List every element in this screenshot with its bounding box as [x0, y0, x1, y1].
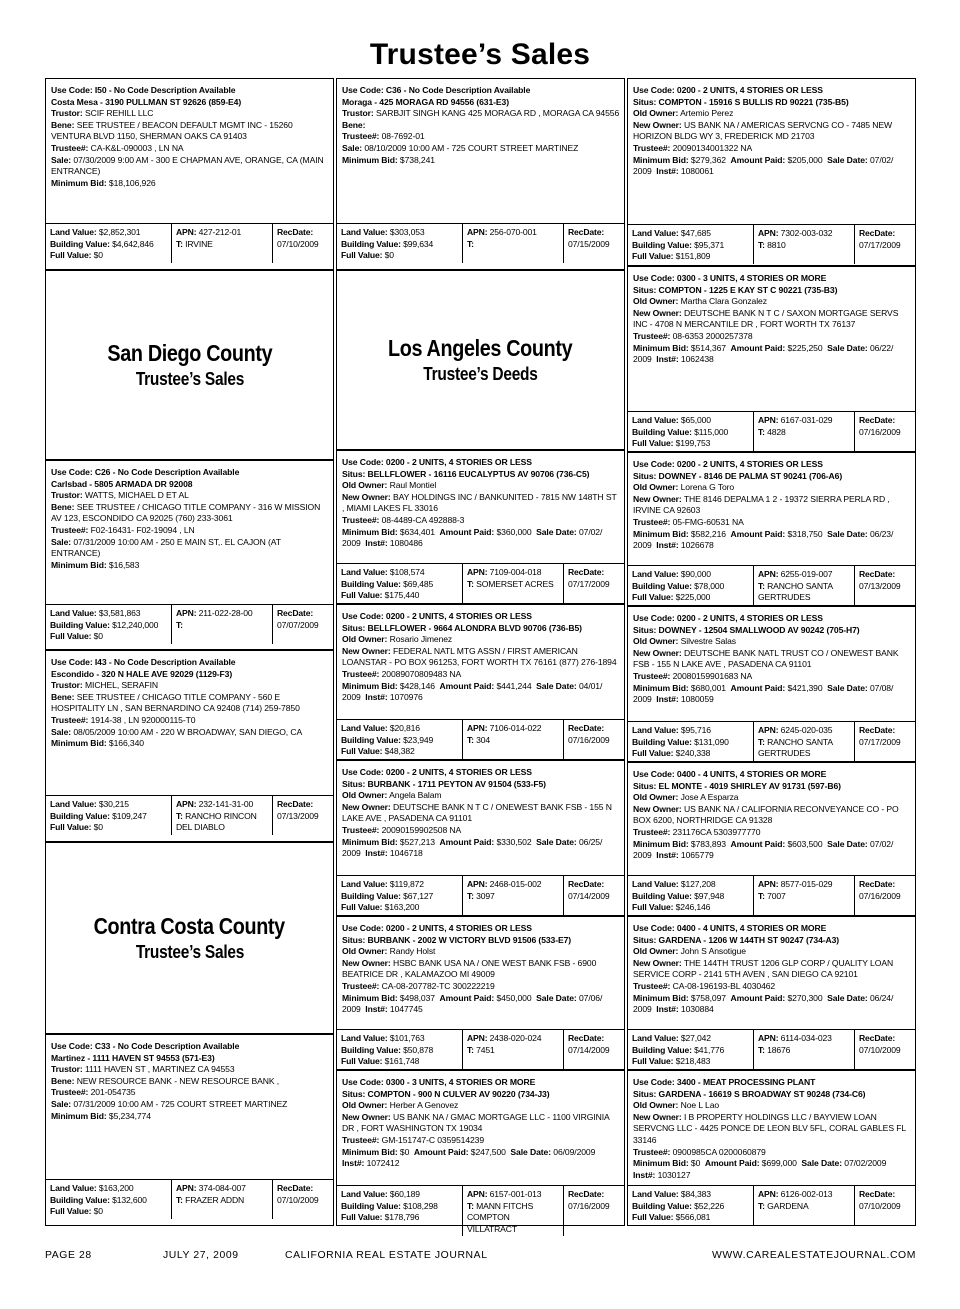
footer-page-number: PAGE 28 [45, 1250, 92, 1261]
sale-record: Use Code: C33 - No Code Description Available Martinez - 1111 HAVEN ST 94553 (571-E3) Trustor: 1111 HAVEN ST , MARTINEZ CA 94553 Bene: NEW RESOURCE BANK - NEW RESOURCE BANK , Trustee#: 201-054735 Sale: 07/31/2009 10:00 AM - 725 COURT STREET MARTINEZ Minimum Bid: $5,234,774 Land Value: $163,200 Building Value: $132,600 Full Value: $0 APN: 374-084-007 T: FRAZER ADDN RecDate: 07/10/2009 [45, 1034, 334, 1226]
record-values: Land Value: $3,581,863 Building Value: $12,240,000 Full Value: $0 APN: 211-022-28-00 T: RecDate: 07/07/2009 [46, 604, 333, 644]
record-values: Land Value: $90,000 Building Value: $78,000 Full Value: $225,000 APN: 6255-019-007 T: RANCHO SANTA GERTRUDES RecDate: 07/13/2009 [628, 565, 915, 605]
county-banner-los-angeles: Los Angeles County Trustee’s Deeds [336, 270, 625, 450]
record-values: Land Value: $119,872 Building Value: $67,127 Full Value: $163,200 APN: 2468-015-002 T: 3097 RecDate: 07/14/2009 [337, 875, 624, 915]
record-values: Land Value: $84,383 Building Value: $52,226 Full Value: $566,081 APN: 6126-002-013 T: GARDENA RecDate: 07/10/2009 [628, 1185, 915, 1225]
deed-record: Use Code: 0200 - 2 UNITS, 4 STORIES OR LESS Situs: DOWNEY - 8146 DE PALMA ST 90241 (706-A6) Old Owner: Lorena G Toro New Owner: THE 8146 DEPALMA 1 2 - 19372 SIERRA PERLA RD , IRVINE CA 92603 Trustee#: 05-FMG-60531 NA Minimum Bid: $582,216 Amount Paid: $318,750 Sale Date: 06/23/ 2009 Inst#: 1026678 Land Value: $90,000 Building Value: $78,000 Full Value: $225,000 APN: 6255-019-007 T: RANCHO SANTA GERTRUDES RecDate: 07/13/2009 [627, 452, 916, 606]
sale-record: Use Code: C36 - No Code Description Available Moraga - 425 MORAGA RD 94556 (631-E3) Trustor: SARBJIT SINGH KANG 425 MORAGA RD , MORAGA CA 94556 Bene: Trustee#: 08-7692-01 Sale: 08/10/2009 10:00 AM - 725 COURT STREET MARTINEZ Minimum Bid: $738,241 Land Value: $303,053 Building Value: $99,634 Full Value: $0 APN: 256-070-001 T: RecDate: 07/15/2009 [336, 78, 625, 270]
sale-record: Use Code: C26 - No Code Description Available Carlsbad - 5805 ARMADA DR 92008 Trustor: WATTS, MICHAEL D ET AL Bene: SEE TRUSTEE / CHICAGO TITLE COMPANY - 316 W MISSION AV 123, ESCONDIDO CA 92025 (760) 233-3061 Trustee#: F02-16431- F02-19094 , LN Sale: 07/31/2009 10:00 AM - 250 E MAIN ST,. EL CAJON (AT ENTRANCE) Minimum Bid: $16,583 Land Value: $3,581,863 Building Value: $12,240,000 Full Value: $0 APN: 211-022-28-00 T: RecDate: 07/07/2009 [45, 460, 334, 650]
footer-date: JULY 27, 2009 [163, 1250, 239, 1261]
record-values: Land Value: $101,763 Building Value: $50,878 Full Value: $161,748 APN: 2438-020-024 T: 7451 RecDate: 07/14/2009 [337, 1029, 624, 1069]
record-values: Land Value: $127,208 Building Value: $97,948 Full Value: $246,146 APN: 8577-015-029 T: 7007 RecDate: 07/16/2009 [628, 875, 915, 915]
deed-record: Use Code: 0200 - 2 UNITS, 4 STORIES OR LESS Situs: BELLFLOWER - 9664 ALONDRA BLVD 90706 (736-B5) Old Owner: Rosario Jimenez New Owner: FEDERAL NATL MTG ASSN / FIRST AMERICAN LOANSTAR - PO BOX 961253, FORT WORTH TX 76161 (877) 276-1894 Trustee#: 20089070809483 NA Minimum Bid: $428,146 Amount Paid: $441,244 Sale Date: 04/01/ 2009 Inst#: 1070976 Land Value: $20,816 Building Value: $23,949 Full Value: $48,382 APN: 7106-014-022 T: 304 RecDate: 07/16/2009 [336, 604, 625, 760]
record-values: Land Value: $60,189 Building Value: $108,298 Full Value: $178,796 APN: 6157-001-013 T: MANN FITCHS COMPTON VILLATRACT RecDate: 07/16/2009 [337, 1185, 624, 1236]
deed-record: Use Code: 3400 - MEAT PROCESSING PLANT Situs: GARDENA - 16619 S BROADWAY ST 90248 (734-C6) Old Owner: Noe L Lao New Owner: I B PROPERTY HOLDINGS LLC / BAYVIEW LOAN SERVCNG LLC - 4425 PONCE DE LEON BLV 5FL, CORAL GABLES FL 33146 Trustee#: 0900985CA 0200060879 Minimum Bid: $0 Amount Paid: $699,000 Sale Date: 07/02/2009 Inst#: 1030127 Land Value: $84,383 Building Value: $52,226 Full Value: $566,081 APN: 6126-002-013 T: GARDENA RecDate: 07/10/2009 [627, 1070, 916, 1226]
deed-record: Use Code: 0300 - 3 UNITS, 4 STORIES OR MORE Situs: COMPTON - 1225 E KAY ST C 90221 (735-B3) Old Owner: Martha Clara Gonzalez New Owner: DEUTSCHE BANK N T C / SAXON MORTGAGE SERVS INC - 4708 N MERCANTILE DR , FORT WORTH TX 76137 Trustee#: 08-6353 2000257378 Minimum Bid: $514,367 Amount Paid: $225,250 Sale Date: 06/22/ 2009 Inst#: 1062438 Land Value: $65,000 Building Value: $115,000 Full Value: $199,753 APN: 6167-031-029 T: 4828 RecDate: 07/16/2009 [627, 266, 916, 452]
record-values: Land Value: $163,200 Building Value: $132,600 Full Value: $0 APN: 374-084-007 T: FRAZER ADDN RecDate: 07/10/2009 [46, 1179, 333, 1219]
record-values: Land Value: $30,215 Building Value: $109,247 Full Value: $0 APN: 232-141-31-00 T: RANCHO RINCON DEL DIABLO RecDate: 07/13/2009 [46, 795, 333, 835]
record-values: Land Value: $108,574 Building Value: $69,485 Full Value: $175,440 APN: 7109-004-018 T: SOMERSET ACRES RecDate: 07/17/2009 [337, 563, 624, 603]
deed-record: Use Code: 0400 - 4 UNITS, 4 STORIES OR MORE Situs: GARDENA - 1206 W 144TH ST 90247 (734-A3) Old Owner: John S Ansotigue New Owner: THE 144TH TRUST 1206 GLP CORP / QUALITY LOAN SERVICE CORP - 2141 5TH AVEN , SAN DIEGO CA 92101 Trustee#: CA-08-196193-BL 4030462 Minimum Bid: $758,097 Amount Paid: $270,300 Sale Date: 06/24/ 2009 Inst#: 1030884 Land Value: $27,042 Building Value: $41,776 Full Value: $218,483 APN: 6114-034-023 T: 18676 RecDate: 07/10/2009 [627, 916, 916, 1070]
footer-journal: CALIFORNIA REAL ESTATE JOURNAL [285, 1250, 488, 1261]
sale-record: Use Code: I43 - No Code Description Available Escondido - 320 N HALE AVE 92029 (1129-F3) Trustor: MICHEL, SERAFIN Bene: SEE TRUSTEE / CHICAGO TITLE COMPANY - 560 E HOSPITALITY LN , SAN BERNARDINO CA 92408 (714) 259-7850 Trustee#: 1914-38 , LN 920000115-T0 Sale: 08/05/2009 10:00 AM - 220 W BROADWAY, SAN DIEGO, CA Minimum Bid: $166,340 Land Value: $30,215 Building Value: $109,247 Full Value: $0 APN: 232-141-31-00 T: RANCHO RINCON DEL DIABLO RecDate: 07/13/2009 [45, 650, 334, 842]
record-values: Land Value: $303,053 Building Value: $99,634 Full Value: $0 APN: 256-070-001 T: RecDate: 07/15/2009 [337, 223, 624, 263]
deed-record: Use Code: 0200 - 2 UNITS, 4 STORIES OR LESS Situs: BURBANK - 1711 PEYTON AV 91504 (533-F5) Old Owner: Angela Balam New Owner: DEUTSCHE BANK N T C / ONEWEST BANK FSB - 155 N LAKE AVE , PASADENA CA 91101 Trustee#: 20090159902508 NA Minimum Bid: $527,213 Amount Paid: $330,502 Sale Date: 06/25/ 2009 Inst#: 1046718 Land Value: $119,872 Building Value: $67,127 Full Value: $163,200 APN: 2468-015-002 T: 3097 RecDate: 07/14/2009 [336, 760, 625, 916]
county-banner-san-diego: San Diego County Trustee’s Sales [45, 270, 334, 460]
record-values: Land Value: $65,000 Building Value: $115,000 Full Value: $199,753 APN: 6167-031-029 T: 4828 RecDate: 07/16/2009 [628, 411, 915, 451]
record-values: Land Value: $27,042 Building Value: $41,776 Full Value: $218,483 APN: 6114-034-023 T: 18676 RecDate: 07/10/2009 [628, 1029, 915, 1069]
deed-record: Use Code: 0200 - 2 UNITS, 4 STORIES OR LESS Situs: BELLFLOWER - 16116 EUCALYPTUS AV 90706 (736-C5) Old Owner: Raul Montiel New Owner: BAY HOLDINGS INC / BANKUNITED - 7815 NW 148TH ST , MIAMI LAKES FL 33016 Trustee#: 08-4489-CA 492888-3 Minimum Bid: $634,401 Amount Paid: $360,000 Sale Date: 07/02/ 2009 Inst#: 1080486 Land Value: $108,574 Building Value: $69,485 Full Value: $175,440 APN: 7109-004-018 T: SOMERSET ACRES RecDate: 07/17/2009 [336, 450, 625, 604]
page-title: Trustee’s Sales [369, 38, 591, 71]
footer-url: WWW.CAREALESTATEJOURNAL.COM [711, 1250, 916, 1261]
county-banner-contra-costa: Contra Costa County Trustee’s Sales [45, 842, 334, 1034]
record-values: Land Value: $47,685 Building Value: $95,371 Full Value: $151,809 APN: 7302-003-032 T: 8810 RecDate: 07/17/2009 [628, 224, 915, 264]
deed-record: Use Code: 0200 - 2 UNITS, 4 STORIES OR LESS Situs: BURBANK - 2002 W VICTORY BLVD 91506 (533-E7) Old Owner: Randy Holst New Owner: HSBC BANK USA NA / ONE WEST BANK FSB - 6900 BEATRICE DR , KALAMAZOO MI 49009 Trustee#: CA-08-207782-TC 300222219 Minimum Bid: $498,037 Amount Paid: $450,000 Sale Date: 07/06/ 2009 Inst#: 1047745 Land Value: $101,763 Building Value: $50,878 Full Value: $161,748 APN: 2438-020-024 T: 7451 RecDate: 07/14/2009 [336, 916, 625, 1070]
deed-record: Use Code: 0200 - 2 UNITS, 4 STORIES OR LESS Situs: COMPTON - 15916 S BULLIS RD 90221 (735-B5) Old Owner: Artemio Perez New Owner: US BANK NA / AMERICAS SERVCNG CO - 7485 NEW HORIZON BLDG WY 3, FREDERICK MD 21703 Trustee#: 20090134001322 NA Minimum Bid: $279,362 Amount Paid: $205,000 Sale Date: 07/02/ 2009 Inst#: 1080061 Land Value: $47,685 Building Value: $95,371 Full Value: $151,809 APN: 7302-003-032 T: 8810 RecDate: 07/17/2009 [627, 78, 916, 266]
record-values: Land Value: $2,852,301 Building Value: $4,642,846 Full Value: $0 APN: 427-212-01 T: IRVINE RecDate: 07/10/2009 [46, 223, 333, 263]
record-values: Land Value: $20,816 Building Value: $23,949 Full Value: $48,382 APN: 7106-014-022 T: 304 RecDate: 07/16/2009 [337, 719, 624, 759]
record-values: Land Value: $95,716 Building Value: $131,090 Full Value: $240,338 APN: 6245-020-035 T: RANCHO SANTA GERTRUDES RecDate: 07/17/2009 [628, 721, 915, 761]
deed-record: Use Code: 0400 - 4 UNITS, 4 STORIES OR MORE Situs: EL MONTE - 4019 SHIRLEY AV 91731 (597-B6) Old Owner: Jose A Esparza New Owner: US BANK NA / CALIFORNIA RECONVEYANCE CO - PO BOX 6200, NORTHRIDGE CA 91328 Trustee#: 231176CA 5303977770 Minimum Bid: $783,893 Amount Paid: $603,500 Sale Date: 07/02/ 2009 Inst#: 1065779 Land Value: $127,208 Building Value: $97,948 Full Value: $246,146 APN: 8577-015-029 T: 7007 RecDate: 07/16/2009 [627, 762, 916, 916]
deed-record: Use Code: 0300 - 3 UNITS, 4 STORIES OR MORE Situs: COMPTON - 900 N CULVER AV 90220 (734-J3) Old Owner: Herber A Genovez New Owner: US BANK NA / GMAC MORTGAGE LLC - 1100 VIRGINIA DR , FORT WASHINGTON TX 19034 Trustee#: GM-151747-C 0359514239 Minimum Bid: $0 Amount Paid: $247,500 Sale Date: 06/09/2009 Inst#: 1072412 Land Value: $60,189 Building Value: $108,298 Full Value: $178,796 APN: 6157-001-013 T: MANN FITCHS COMPTON VILLATRACT RecDate: 07/16/2009 [336, 1070, 625, 1226]
deed-record: Use Code: 0200 - 2 UNITS, 4 STORIES OR LESS Situs: DOWNEY - 12504 SMALLWOOD AV 90242 (705-H7) Old Owner: Silvestre Salas New Owner: DEUTSCHE BANK NATL TRUST CO / ONEWEST BANK FSB - 155 N LAKE AVE , PASADENA CA 91101 Trustee#: 20080159901683 NA Minimum Bid: $680,001 Amount Paid: $421,390 Sale Date: 07/08/ 2009 Inst#: 1080059 Land Value: $95,716 Building Value: $131,090 Full Value: $240,338 APN: 6245-020-035 T: RANCHO SANTA GERTRUDES RecDate: 07/17/2009 [627, 606, 916, 762]
sale-record: Use Code: I50 - No Code Description Available Costa Mesa - 3190 PULLMAN ST 92626 (859-E4) Trustor: SCIF REHILL LLC Bene: SEE TRUSTEE / BEACON DEFAULT MGMT INC - 15260 VENTURA BLVD 1150, SHERMAN OAKS CA 91403 Trustee#: CA-K&L-090003 , LN NA Sale: 07/30/2009 9:00 AM - 300 E CHAPMAN AVE, ORANGE, CA (MAIN ENTRANCE) Minimum Bid: $18,106,926 Land Value: $2,852,301 Building Value: $4,642,846 Full Value: $0 APN: 427-212-01 T: IRVINE RecDate: 07/10/2009 [45, 78, 334, 270]
